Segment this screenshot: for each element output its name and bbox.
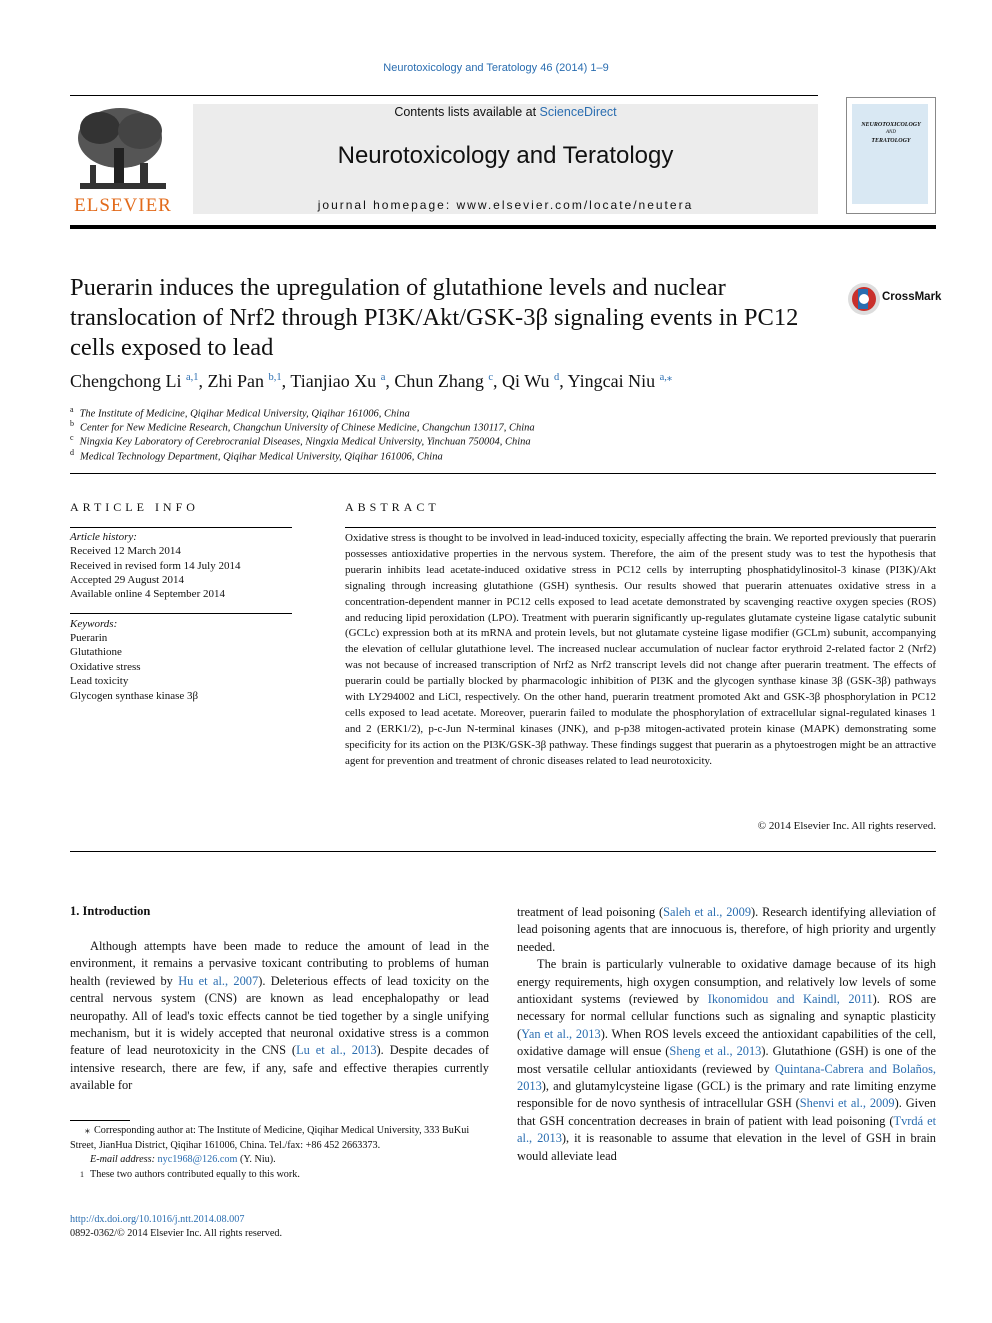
author-affil-mark[interactable]: c (488, 372, 494, 383)
author-affil-mark[interactable]: a,1 (185, 372, 199, 383)
affiliation (70, 419, 535, 434)
doi-link[interactable]: http://dx.doi.org/10.1016/j.ntt.2014.08.007 (70, 1214, 245, 1225)
cover-title-line: NEUROTOXICOLOGY (861, 122, 921, 128)
text: ). Research identifying alleviation of lead poisoning agents that are innocuous is, therefore, of high priority and urgently needed. (517, 905, 936, 954)
text: ), it is reasonable to assume that elevation in the level of GSH in brain would alleviate lead (517, 1131, 936, 1163)
elsevier-wordmark: ELSEVIER (74, 195, 172, 216)
affiliation-text: Center for New Medicine Research, Changchun University of Chinese Medicine, Changchun 130117, China (80, 422, 535, 434)
paragraph (517, 956, 936, 1165)
text: ). ROS are necessary for normal cellular functions such as signaling and synaptic plasticity ( (517, 992, 936, 1041)
crossmark-label[interactable]: CrossMark (882, 291, 942, 303)
footnotes (70, 1124, 489, 1182)
paper-title (70, 273, 810, 363)
author-affil-mark[interactable]: a,⁎ (659, 372, 673, 383)
history-label: Article history: (70, 531, 137, 543)
citation-link[interactable]: Tvrdá et al., 2013 (517, 1113, 937, 1146)
citation-link[interactable]: Sheng et al., 2013 (669, 1044, 762, 1059)
affiliation (70, 433, 531, 448)
citation-link[interactable]: Quintana-Cabrera and Bolaños, 2013 (517, 1061, 936, 1094)
author-separator: , (493, 371, 503, 391)
email-note (70, 1153, 489, 1168)
text: The brain is particularly vulnerable to oxidative damage because of its high energy requirements, high oxygen consumption, and relatively low levels of some antioxidant systems (reviewed by (517, 957, 936, 1007)
keyword: Puerarin (70, 632, 108, 644)
cover-title-line: TERATOLOGY (871, 138, 911, 144)
affiliation-text: Ningxia Key Laboratory of Cerebrocranial Diseases, Ningxia Medical University, Yinchuan 750004, China (79, 436, 531, 448)
text: ). Given that GSH concentration decreases in brain of patient with lead poisoning ( (517, 1096, 936, 1128)
paragraph (70, 938, 489, 1095)
author-name: Qi Wu (502, 371, 550, 391)
text: treatment of lead poisoning ( (517, 905, 664, 919)
header-thick-rule (70, 225, 936, 229)
author-separator: , (281, 371, 291, 391)
abstract-rule (345, 527, 936, 528)
footnote-mark: ⁎ (84, 1125, 90, 1136)
keyword: Glycogen synthase kinase 3β (70, 690, 199, 702)
journal-homepage[interactable]: journal homepage: www.elsevier.com/locate/neutera (317, 198, 694, 212)
corresponding-author-note (70, 1124, 489, 1153)
footnote-rule (70, 1120, 130, 1121)
journal-cover-thumbnail[interactable] (846, 97, 936, 214)
text: ). Glutathione (GSH) is one of the most versatile cellular antioxidants (reviewed by (517, 1044, 937, 1076)
section-rule (70, 851, 936, 852)
keyword: Lead toxicity (70, 675, 129, 687)
author-separator: , (198, 371, 208, 391)
equal-contribution-note (70, 1168, 489, 1183)
text: (Y. Niu). (237, 1154, 276, 1166)
affiliation-key: d (70, 448, 74, 457)
author-name: Yingcai Niu (567, 371, 656, 391)
citation-link[interactable]: Yan et al., 2013 (521, 1026, 601, 1041)
text: ), and glutamylcysteine ligase (GCL) is the primary and rate limiting enzyme responsible for de novo synthesis of intracellular GSH ( (517, 1079, 936, 1111)
revised-date: Received in revised form 14 July 2014 (70, 560, 241, 572)
accepted-date: Accepted 29 August 2014 (70, 574, 184, 586)
affiliation-key: c (70, 433, 74, 442)
affiliation-key: a (70, 405, 74, 414)
affiliation (70, 405, 410, 420)
journal-reference[interactable]: Neurotoxicology and Teratology 46 (2014) 1–9 (383, 62, 609, 74)
author-name: Chengchong Li (70, 371, 182, 391)
article-info-rule (70, 613, 292, 614)
sciencedirect-link[interactable]: ScienceDirect (539, 105, 617, 119)
affiliation-text: Medical Technology Department, Qiqihar Medical University, Qiqihar 161006, China (80, 451, 443, 463)
abstract-heading: ABSTRACT (345, 500, 440, 514)
citation-link[interactable]: Hu et al., 2007 (178, 973, 259, 988)
citation-link[interactable]: Shenvi et al., 2009 (799, 1096, 895, 1111)
email-label: E-mail address: (90, 1154, 158, 1166)
author-name: Chun Zhang (394, 371, 484, 391)
keyword: Oxidative stress (70, 661, 141, 673)
citation-link[interactable]: Ikonomidou and Kaindl, 2011 (707, 992, 873, 1007)
title-line: Puerarin induces the upregulation of glutathione levels and nuclear (70, 274, 726, 301)
contents-prefix: Contents lists available at (394, 105, 540, 119)
author-affil-mark[interactable]: d (553, 372, 560, 383)
footnote-mark: 1 (80, 1169, 84, 1179)
text: ). Despite decades of intensive research, there are few, if any, safe and effective therapies currently available for (70, 1043, 489, 1093)
introduction-heading: 1. Introduction (70, 904, 151, 918)
title-line: translocation of Nrf2 through PI3K/Akt/GSK-3β signaling events in PC12 (70, 304, 799, 331)
author-list (70, 371, 672, 392)
author-separator: , (559, 371, 568, 391)
text: Although attempts have been made to reduce the amount of lead in the environment, it remains a pervasive toxicant contributing to problems of human health (reviewed by (70, 939, 489, 988)
citation-link[interactable]: Saleh et al., 2009 (663, 905, 752, 919)
paragraph (517, 904, 936, 956)
affiliation-text: The Institute of Medicine, Qiqihar Medical University, Qiqihar 161006, China (79, 408, 410, 420)
received-date: Received 12 March 2014 (70, 545, 181, 557)
keyword: Glutathione (70, 646, 122, 658)
author-name: Tianjiao Xu (290, 371, 377, 391)
header-rule (70, 95, 818, 96)
article-info-rule (70, 527, 292, 528)
contents-line (193, 105, 818, 119)
text: ). Deleterious effects of lead toxicity on the central nervous system (CNS) are known as lead encephalopathy or lead neuropathy. All of lead's toxic effects cannot be tied together by a single unifying mechanism, but it is widely accepted that neuronal oxidative stress is a common feature of lead neurotoxicity in the CNS ( (70, 973, 489, 1058)
author-affil-mark[interactable]: b,1 (268, 372, 282, 383)
body-column-right (517, 904, 936, 1165)
title-line: cells exposed to lead (70, 334, 274, 361)
issn-line: 0892-0362/© 2014 Elsevier Inc. All rights reserved. (70, 1228, 283, 1239)
section-rule (70, 473, 936, 474)
author-affil-mark[interactable]: a (380, 372, 386, 383)
text: These two authors contributed equally to this work. (90, 1168, 300, 1180)
abstract-copyright: © 2014 Elsevier Inc. All rights reserved. (757, 820, 936, 832)
author-separator: , (385, 371, 395, 391)
keywords-label: Keywords: (70, 618, 118, 630)
cover-title-line: AND (886, 130, 896, 135)
body-column-left (70, 938, 489, 1095)
cover-background (852, 104, 928, 204)
text: Corresponding author at: The Institute of Medicine, Qiqihar Medical University, 333 BuKui Street, JianHua District, Qiqihar 161006, China. Tel./fax: +86 452 2663373. (70, 1125, 470, 1151)
journal-title: Neurotoxicology and Teratology (337, 142, 674, 169)
affiliation (70, 448, 443, 463)
citation-link[interactable]: Lu et al., 2013 (296, 1043, 377, 1058)
affiliation-key: b (70, 419, 74, 428)
abstract-body: Oxidative stress is thought to be involved in lead-induced toxicity, especially affecting the brain. We reported previously that puerarin possesses antioxidative properties in the nervous system. Therefore, the aim of the present study was to test the hypothesis that puerarin inhibits lead acetate-induced oxidative stress in PC12 cells by interrupting phosphatidylinositol-3 kinase (PI3K)/Akt signaling through increasing glutathione (GSH) synthesis. Our results showed that puerarin attenuates oxidative stress in a concentration-dependent manner in PC12 cells exposed to lead acetate demonstrated by scavenging reactive oxygen species (ROS) and reducing lipid peroxidation (LPO). Treatment with puerarin significantly up-regulates glutamate cysteine ligase catalytic subunit (GCLc) expression both at its mRNA and protein levels, but not glutamate cysteine ligase modifier (GCLm) subunit, accompanying the elevation of cellular glutathione level. The increased nuclear accumulation of nuclear factor erythroid 2-related factor 2 (Nrf2) was not because of increased transcription of Nrf2 as Nrf2 transcript levels did not change after puerarin treatment. The effects of puerarin could be partially blocked by pharmacologic inhibition of PI3K and the glycogen synthase kinase 3β (GSK-3β) pathways with LY294002 and LiCl, respectively. On the other hand, puerarin treatment promoted Akt and GSK-3β phosphorylation in PC12 cells exposed to lead acetate. Moreover, puerarin failed to modulate the phosphorylation of extracellular signal-regulated kinases 1 and 2 (ERK1/2), p-c-Jun N-terminal kinases (JNK), and p-p38 mitogen-activated protein kinase (MAPK) demonstrating some specificity for its action on the PI3K/GSK-3β pathway. These findings suggest that puerarin as a phytoestrogen might be an attractive agent for prevention and treatment of chronic diseases related to lead neurotoxicity. (345, 532, 936, 767)
article-info-heading: ARTICLE INFO (70, 500, 199, 514)
text: ). When ROS levels exceed the antioxidant capabilities of the cell, oxidative damage will ensue ( (517, 1026, 937, 1059)
author-name: Zhi Pan (207, 371, 265, 391)
online-date: Available online 4 September 2014 (70, 588, 225, 600)
email-link[interactable]: nyc1968@126.com (157, 1154, 238, 1166)
